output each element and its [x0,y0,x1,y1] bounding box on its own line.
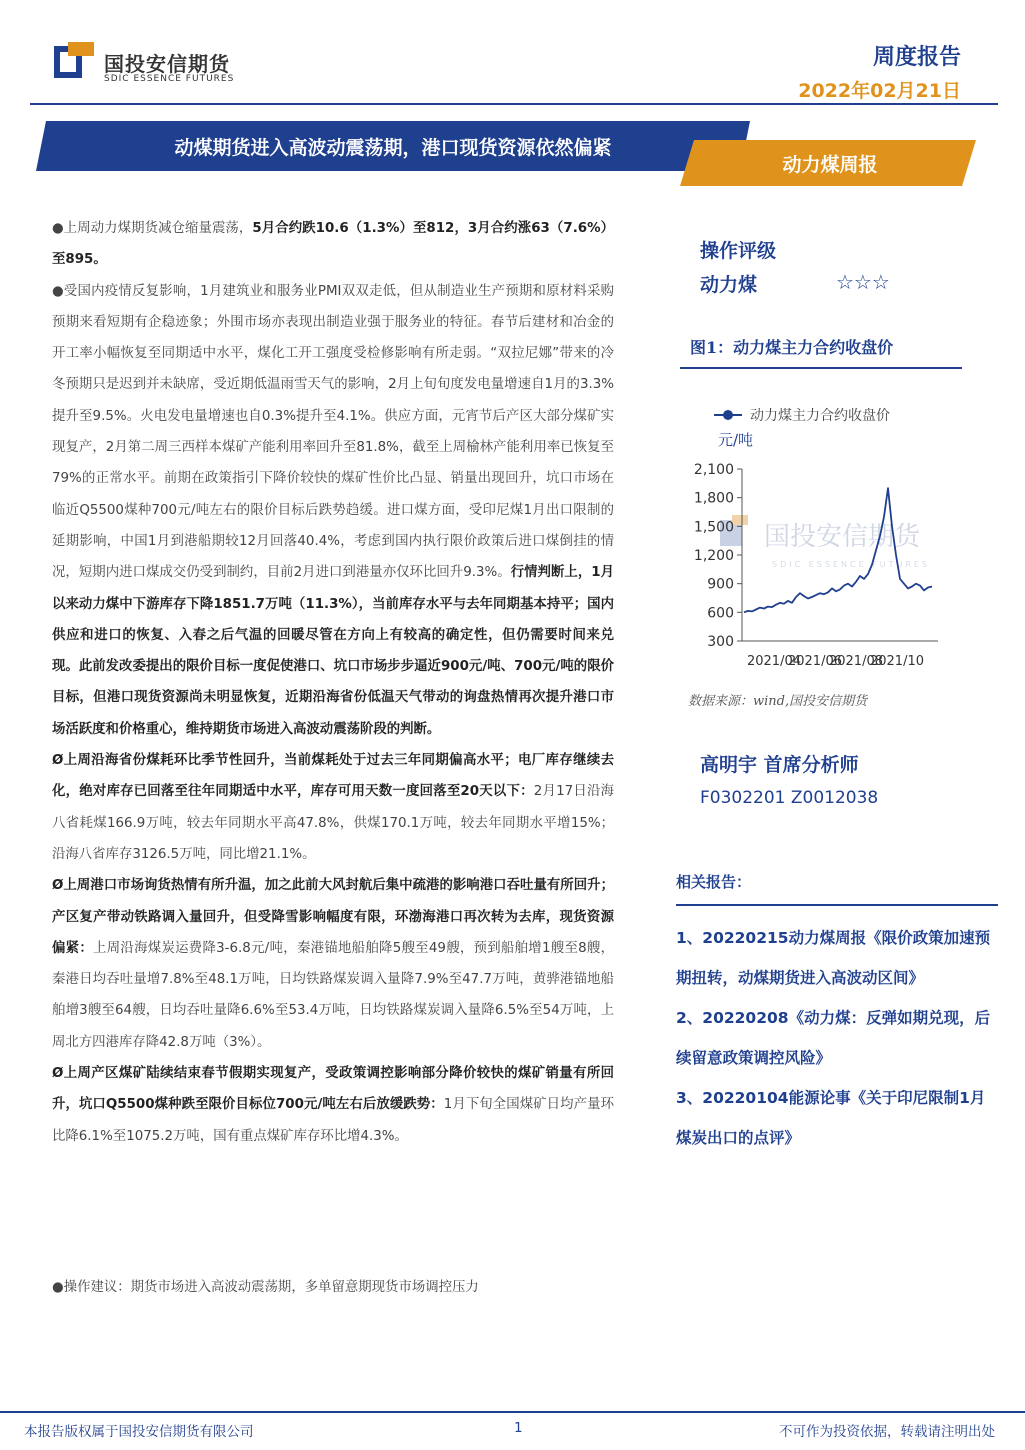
page-number: 1 [514,1420,523,1436]
y-axis [694,462,742,650]
chart-watermark [720,515,930,569]
rating-stars-icon: ☆☆☆ [836,270,890,294]
chart-legend [714,407,890,424]
y-tick-label: 1,500 [693,519,734,536]
x-tick-label: 2021/08 [828,654,884,669]
y-tick-label: 1,800 [693,490,734,507]
report-body [52,213,614,1152]
related-reports-title: 相关报告： [676,873,752,891]
rating-label: 操作评级 [700,240,777,262]
related-report-link[interactable]: 2、20220208《动力煤：反弹如期兑现，后续留意政策调控风险》 [676,1009,991,1067]
paragraph-production: Ø上周产区煤矿陆续结束春节假期实现复产，受政策调控影响部分降价较快的煤矿销量有所回升，坑口Q5500煤种跌至限价目标位700元/吨左右后放缓跌势：1月下旬全国煤矿日均产量环比降6.1%至1075.2万吨，国有重点煤矿库存环比增4.3%。 [52,1066,614,1144]
paragraph-futures: ●上周动力煤期货减仓缩量震荡，5月合约跌10.6（1.3%）至812，3月合约涨63（7.6%）至895。 [52,221,614,268]
y-tick-label: 900 [707,576,734,593]
price-line-chart [680,385,970,685]
operation-advice: ●操作建议：期货市场进入高波动震荡期，多单留意期现货市场调控压力 [52,1280,479,1295]
logo-text-cn: 国投安信期货 [104,52,230,76]
paragraph-port: Ø上周港口市场询货热情有所升温，加之此前大风封航后集中疏港的影响港口吞吐量有所回升；产区复产带动铁路调入量回升，但受降雪影响幅度有限，环渤海港口再次转为去库，现货资源偏紧：上周沿海煤炭运费降3-6.8元/吨，秦港锚地船舶降5艘至49艘，预到船舶增1艘至8艘，秦港日均吞吐量增7.8%至48.1万吨，日均铁路煤炭调入量降7.9%至47.7万吨，黄骅港锚地船舶增3艘至64艘，日均吞吐量降6.6%至53.4万吨，日均铁路煤炭调入量降6.5%至54万吨，上周北方四港库存降42.8万吨（3%）。 [52,878,614,1050]
section-banner-label: 动力煤周报 [782,153,878,176]
x-tick-label: 2021/06 [787,654,843,669]
legend-marker-icon [723,410,733,420]
header-divider [30,103,998,105]
footer-copyright: 本报告版权属于国投安信期货有限公司 [24,1424,254,1440]
related-reports-list [676,918,998,1158]
watermark-text-en: SDIC ESSENCE FUTURES [772,560,931,569]
legend-label: 动力煤主力合约收盘价 [750,408,890,424]
watermark-text: 国投安信期货 [764,522,921,552]
y-tick-label: 2,100 [693,462,734,478]
report-title: 动煤期货进入高波动震荡期，港口现货资源依然偏紧 [174,136,612,159]
analyst-license-ids: F0302201 Z0012038 [700,788,879,808]
logo-text-en: SDIC ESSENCE FUTURES [104,74,235,84]
x-tick-label: 2021/10 [869,654,925,669]
x-tick-label: 2021/04 [746,654,802,669]
paragraph-consumption: Ø上周沿海省份煤耗环比季节性回升，当前煤耗处于过去三年同期偏高水平；电厂库存继续去化，绝对库存已回落至往年同期适中水平，库存可用天数一度回落至20天以下：2月17日沿海八省耗煤166.9万吨，较去年同期水平高47.8%，供煤170.1万吨，较去年同期水平增15%；沿海八省库存3126.5万吨，同比增21.1%。 [52,753,614,862]
related-divider [676,904,998,906]
paragraph-macro: ●受国内疫情反复影响，1月建筑业和服务业PMI双双走低，但从制造业生产预期和原材料采购预期来看短期有企稳迹象；外围市场亦表现出制造业强于服务业的特征。春节后建材和冶金的开工率小幅恢复至同期适中水平，煤化工开工强度受检修影响有所走弱。“双拉尼娜”带来的冷冬预期只是迟到并未缺席，受近期低温雨雪天气的影响，2月上旬旬度发电量增速自1月的3.3%提升至9.5%。火电发电量增速也自0.3%提升至4.1%。供应方面，元宵节后产区大部分煤矿实现复产，2月第二周三西样本煤矿产能利用率回升至81.8%，截至上周榆林产能利用率已恢复至79%的正常水平。前期在政策指引下降价较快的煤矿性价比凸显、销量出现回升，坑口市场在临近Q5500煤种700元/吨左右的限价目标后跌势趋缓。进口煤方面，受印尼煤1月出口限制的延期影响，中国1月到港船期较12月回落40.4%，考虑到国内执行限价政策后进口煤倒挂的情况，短期内进口煤成交仍受到制约，目前2月进口到港量亦仅环比回升9.3%。行情判断上，1月以来动力煤中下游库存下降1851.7万吨（11.3%），当前库存水平与去年同期基本持平；国内供应和进口的恢复、入春之后气温的回暖尽管在方向上有较高的确定性，但仍需要时间来兑现。此前发改委提出的限价目标一度促使港口、坑口市场步步逼近900元/吨、700元/吨的限价目标，但港口现货资源尚未明显恢复，近期沿海省份低温天气带动的询盘热情再次提升港口市场活跃度和价格重心，维持期货市场进入高波动震荡阶段的判断。 [52,283,614,737]
report-type: 周度报告 [872,45,961,70]
y-tick-label: 1,200 [693,548,734,564]
rating-product: 动力煤 [700,274,758,296]
figure-divider [680,367,962,369]
analyst-name: 高明宇 首席分析师 [700,754,859,776]
related-report-link[interactable]: 3、20220104能源论事《关于印尼限制1月煤炭出口的点评》 [676,1089,986,1147]
data-source: 数据来源：wind,国投安信期货 [688,694,868,709]
company-logo-icon [54,42,94,82]
y-tick-label: 300 [707,634,734,650]
footer-disclaimer: 不可作为投资依据，转载请注明出处 [779,1424,995,1440]
related-report-link[interactable]: 1、20220215动力煤周报《限价政策加速预期扭转，动煤期货进入高波动区间》 [676,929,991,987]
x-axis [742,641,938,669]
y-tick-label: 600 [707,605,734,622]
footer-divider [0,1411,1025,1413]
figure-title: 图1：动力煤主力合约收盘价 [690,338,894,357]
report-date: 2022年02月21日 [798,80,961,102]
watermark-logo-accent-icon [732,515,748,525]
y-axis-unit: 元/吨 [718,431,754,449]
